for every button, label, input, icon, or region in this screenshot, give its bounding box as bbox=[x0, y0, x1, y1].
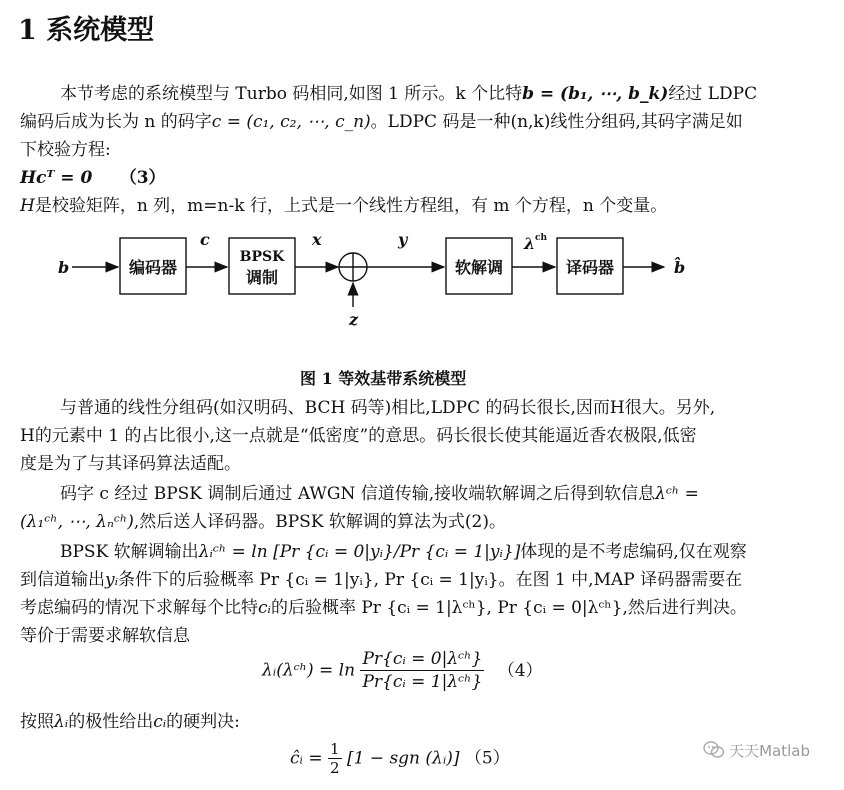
watermark bbox=[703, 740, 810, 763]
paragraph-1-line-3: 下校验方程: bbox=[20, 140, 111, 160]
wechat-icon bbox=[703, 741, 725, 763]
paragraph-3-line-1: 与普通的线性分组码(如汉明码、BCH 码等)相比,LDPC 的码长很长,因而H很大。另外, bbox=[60, 398, 716, 418]
equation-4-denominator: Pr{cᵢ = 1|λᶜʰ} bbox=[362, 672, 483, 692]
label-lambda-sup: ch bbox=[535, 233, 548, 243]
equation-5 bbox=[290, 740, 510, 777]
text-span: 的硬判决: bbox=[166, 712, 240, 732]
label-demod: 软解调 bbox=[454, 258, 504, 277]
equation-5-lhs: ĉᵢ = bbox=[290, 748, 323, 769]
label-bpsk: BPSK bbox=[239, 249, 285, 265]
text-span: 体现的是不考虑编码,仅在观察 bbox=[520, 542, 747, 562]
equation-4-fraction bbox=[360, 648, 484, 693]
label-x: x bbox=[312, 230, 322, 249]
label-z: z bbox=[349, 310, 359, 329]
equation-5-rhs: [1 − sgn (λᵢ)] bbox=[346, 748, 460, 769]
paragraph-5-line-1 bbox=[60, 538, 747, 566]
math-b-vector: b = (b₁, ⋯, b_k) bbox=[522, 84, 669, 104]
equation-4 bbox=[262, 648, 543, 693]
text-span: 是校验矩阵，n 列，m=n-k 行，上式是一个线性方程组，有 m 个方程，n 个变量。 bbox=[34, 196, 668, 216]
equation-5-numerator: 1 bbox=[330, 740, 340, 758]
paragraph-1-line-2 bbox=[20, 108, 743, 136]
paragraph-5-line-4: 等价于需要求解软信息 bbox=[20, 626, 190, 646]
math-c-i: cᵢ bbox=[153, 712, 167, 732]
label-y: y bbox=[398, 230, 408, 249]
label-modulation: 调制 bbox=[245, 268, 279, 287]
text-span: 条件下的后验概率 Pr {cᵢ = 1|yᵢ}, Pr {cᵢ = 1|yᵢ}。在图 1 中,MAP 译码器需要在 bbox=[118, 570, 743, 590]
paragraph-4-line-2 bbox=[20, 508, 506, 536]
math-c-i: cᵢ bbox=[258, 598, 271, 618]
paragraph-3-line-3: 度是为了与其译码算法适配。 bbox=[20, 454, 241, 474]
math-lambda-i: λᵢ bbox=[54, 712, 69, 732]
equation-3 bbox=[20, 164, 166, 192]
equation-5-fraction bbox=[328, 740, 342, 777]
watermark-text: 天天Matlab bbox=[729, 742, 810, 760]
equation-3-number: （3） bbox=[119, 168, 166, 188]
text-span: 按照 bbox=[20, 712, 54, 732]
text-span: 到信道输出 bbox=[20, 570, 105, 590]
paragraph-4-line-1 bbox=[60, 480, 699, 508]
label-c: c bbox=[200, 230, 210, 249]
paragraph-1-line-1 bbox=[60, 80, 757, 108]
figure-1-caption: 图 1 等效基带系统模型 bbox=[300, 369, 467, 388]
label-b-hat: b̂ bbox=[674, 258, 686, 277]
paragraph-5-line-2 bbox=[20, 566, 742, 594]
text-span: 。LDPC 码是一种(n,k)线性分组码,其码字满足如 bbox=[370, 112, 743, 132]
text-span: 的极性给出 bbox=[68, 712, 154, 732]
paragraph-6 bbox=[20, 708, 240, 736]
math-c-vector: c = (c₁, c₂, ⋯, c_n) bbox=[211, 112, 371, 132]
equation-4-numerator: Pr{cᵢ = 0|λᶜʰ} bbox=[362, 649, 483, 669]
equation-3-body: Hcᵀ = 0 bbox=[20, 168, 93, 188]
math-y-i: yᵢ bbox=[105, 570, 119, 590]
math-h: H bbox=[20, 196, 35, 216]
equation-4-number: （4） bbox=[497, 660, 543, 681]
text-span: 的后验概率 Pr {cᵢ = 1|λᶜʰ}, Pr {cᵢ = 0|λᶜʰ},然后进行判决。 bbox=[270, 598, 747, 618]
equation-5-denominator: 2 bbox=[330, 759, 340, 777]
label-lambda: λ bbox=[524, 234, 536, 253]
text-span: 本节考虑的系统模型与 Turbo 码相同,如图 1 所示。k 个比特 bbox=[60, 84, 523, 104]
label-b: b bbox=[58, 258, 70, 277]
label-decoder: 译码器 bbox=[565, 258, 615, 277]
equation-5-number: （5） bbox=[464, 748, 510, 769]
text-span: 编码后成为长为 n 的码字 bbox=[20, 112, 212, 132]
paragraph-2 bbox=[20, 192, 667, 220]
text-span: 考虑编码的情况下求解每个比特 bbox=[20, 598, 258, 618]
paragraph-3-line-2: H的元素中 1 的占比很小,这一点就是“低密度”的意思。码长很长使其能逼近香农极限,低密 bbox=[20, 426, 697, 446]
math-lambda-ch: λᶜʰ = bbox=[655, 484, 699, 504]
text-span: 码字 c 经过 BPSK 调制后通过 AWGN 信道传输,接收端软解调之后得到软信息 bbox=[60, 484, 656, 504]
math-soft-demod: λᵢᶜʰ = ln [Pr {cᵢ = 0|yᵢ}/Pr {cᵢ = 1|yᵢ}] bbox=[198, 542, 521, 562]
text-span: BPSK 软解调输出 bbox=[60, 542, 199, 562]
figure-1-diagram bbox=[0, 222, 844, 362]
paragraph-5-line-3 bbox=[20, 594, 747, 622]
equation-4-lhs: λᵢ(λᶜʰ) = ln bbox=[262, 660, 356, 681]
text-span: ,然后送人译码器。BPSK 软解调的算法为式(2)。 bbox=[133, 512, 507, 532]
math-lambda-vector: (λ₁ᶜʰ, ⋯, λₙᶜʰ) bbox=[20, 512, 134, 532]
section-title: 1 系统模型 bbox=[18, 15, 155, 46]
text-span: 经过 LDPC bbox=[668, 84, 758, 104]
label-encoder: 编码器 bbox=[128, 258, 178, 277]
